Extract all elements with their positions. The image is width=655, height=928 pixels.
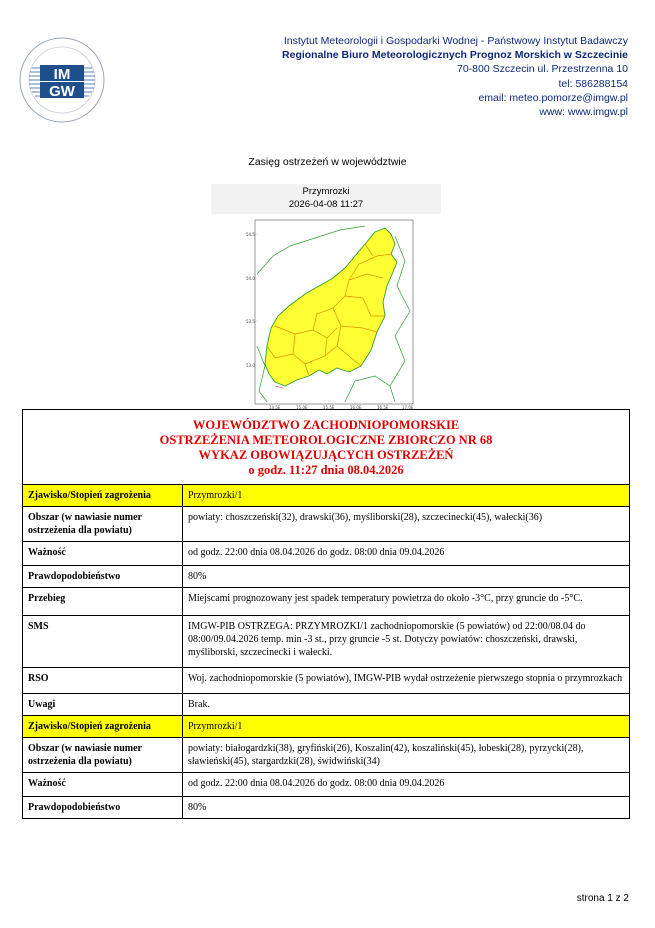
- row-value: 80%: [183, 566, 630, 588]
- table-row: [23, 507, 630, 542]
- page-number: strona 1 z 2: [576, 893, 629, 904]
- email[interactable]: email: meteo.pomorze@imgw.pl: [478, 91, 628, 104]
- row-key: Zjawisko/Stopień zagrożenia: [23, 485, 183, 507]
- lon-tick-4: 16.0E: [350, 405, 362, 410]
- warning-map: [245, 216, 418, 412]
- table-row: [23, 797, 630, 819]
- bulletin-title-4: o godz. 11:27 dnia 08.04.2026: [248, 463, 404, 477]
- map-phenomenon: Przymrozki: [302, 186, 350, 197]
- lon-tick-3: 15.5E: [323, 405, 335, 410]
- row-value: powiaty: białogardzki(38), gryfiński(26), Koszalin(42), koszaliński(45), łobeski(28), pyrzycki(28), sławieński(45), stargardzki(28), świdwiński(34): [183, 738, 630, 773]
- map-heading: Zasięg ostrzeżeń w województwie: [248, 156, 407, 168]
- bulletin-title-1: WOJEWÓDZTWO ZACHODNIOPOMORSKIE: [192, 418, 460, 432]
- lat-tick-1: 54.5: [246, 232, 255, 237]
- lon-tick-2: 15.0E: [296, 405, 308, 410]
- row-value: Woj. zachodniopomorskie (5 powiatów), IMGW-PIB wydał ostrzeżenie pierwszego stopnia o przymrozkach: [183, 668, 630, 694]
- logo-text-bottom: GW: [49, 83, 75, 100]
- row-key: Zjawisko/Stopień zagrożenia: [23, 716, 183, 738]
- map-title: [211, 186, 441, 211]
- table-row: [23, 566, 630, 588]
- logo-text-top: IM: [53, 66, 71, 83]
- table-row: [23, 616, 630, 668]
- row-value: Brak.: [183, 694, 630, 716]
- lon-tick-6: 17.0E: [402, 405, 414, 410]
- lat-tick-3: 53.5: [246, 319, 255, 324]
- row-key: Obszar (w nawiasie numer ostrzeżenia dla powiatu): [23, 738, 183, 773]
- row-value: Przymrozki/1: [183, 485, 630, 507]
- lon-tick-5: 16.5E: [377, 405, 389, 410]
- lat-tick-4: 53.0: [246, 363, 255, 368]
- row-value: od godz. 22:00 dnia 08.04.2026 do godz. 08:00 dnia 09.04.2026: [183, 773, 630, 797]
- row-key: Ważność: [23, 773, 183, 797]
- row-key: Prawdopodobieństwo: [23, 797, 183, 819]
- bureau-name: Regionalne Biuro Meteorologicznych Prognoz Morskich w Szczecinie: [282, 49, 628, 62]
- row-value: powiaty: choszczeński(32), drawski(36), myśliborski(28), szczecinecki(45), wałecki(36): [183, 507, 630, 542]
- imgw-logo: [18, 36, 106, 124]
- lat-tick-2: 54.0: [246, 276, 255, 281]
- row-value: Przymrozki/1: [183, 716, 630, 738]
- row-key: SMS: [23, 616, 183, 668]
- table-row: [23, 668, 630, 694]
- warnings-table: [22, 409, 630, 819]
- bulletin-title-3: WYKAZ OBOWIĄZUJĄCYCH OSTRZEŻEŃ: [198, 448, 454, 462]
- table-row: [23, 485, 630, 507]
- table-row: [23, 716, 630, 738]
- table-row: [23, 588, 630, 616]
- row-value: 80%: [183, 797, 630, 819]
- row-value: Miejscami prognozowany jest spadek temperatury powietrza do około -3°C, przy gruncie do -5°C.: [183, 588, 630, 616]
- table-row: [23, 694, 630, 716]
- bulletin-header: [23, 410, 630, 485]
- row-value: IMGW-PIB OSTRZEGA: PRZYMROZKI/1 zachodniopomorskie (5 powiatów) od 22:00/08.04 do 08:00/09.04.2026 temp. min -3 st., przy gruncie -5 st. Dotyczy powiatów: choszczeński, drawski, myśliborski, szczecinecki i wałecki.: [183, 616, 630, 668]
- row-key: Ważność: [23, 542, 183, 566]
- row-key: Prawdopodobieństwo: [23, 566, 183, 588]
- institute-name: Instytut Meteorologii i Gospodarki Wodnej - Państwowy Instytut Badawczy: [283, 35, 628, 47]
- row-key: RSO: [23, 668, 183, 694]
- table-row: [23, 773, 630, 797]
- bulletin-title-2: OSTRZEŻENIA METEOROLOGICZNE ZBIORCZO NR 68: [159, 433, 493, 447]
- lon-tick-1: 14.5E: [269, 405, 281, 410]
- row-key: Uwagi: [23, 694, 183, 716]
- address: 70-800 Szczecin ul. Przestrzenna 10: [456, 63, 628, 76]
- table-row: [23, 738, 630, 773]
- table-row: [23, 542, 630, 566]
- row-key: Przebieg: [23, 588, 183, 616]
- row-key: Obszar (w nawiasie numer ostrzeżenia dla powiatu): [23, 507, 183, 542]
- map-datetime: 2026-04-08 11:27: [288, 198, 364, 210]
- phone: tel: 586288154: [558, 77, 628, 90]
- institute-info: [208, 34, 628, 119]
- website[interactable]: www: www.imgw.pl: [539, 106, 628, 119]
- row-value: od godz. 22:00 dnia 08.04.2026 do godz. 08:00 dnia 09.04.2026: [183, 542, 630, 566]
